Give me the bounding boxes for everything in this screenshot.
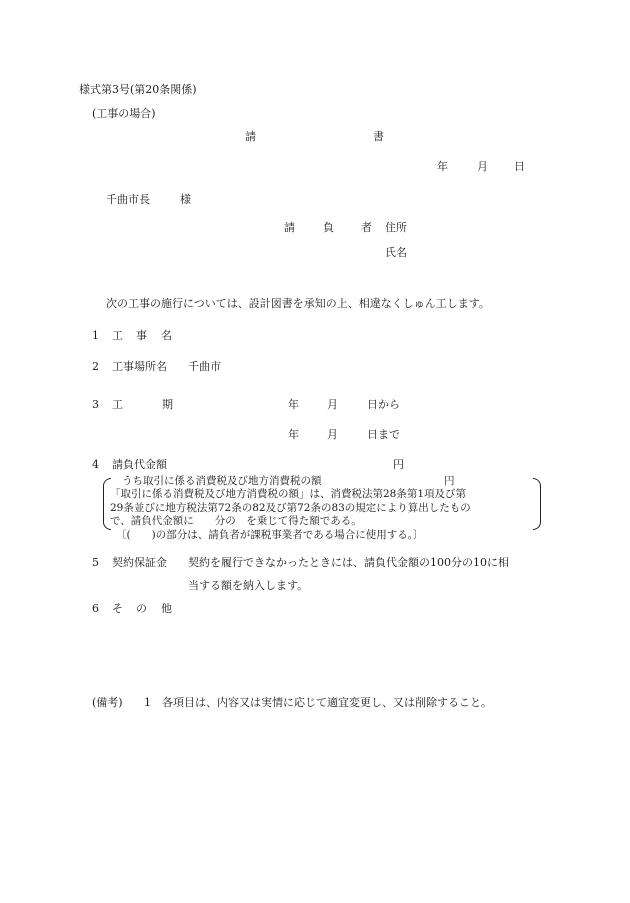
item5-line-1: 契約を履行できなかったときには、請負代金額の100分の10に相 [188,556,509,569]
item3-from-year: 年 [288,398,299,411]
date-year: 年 [437,160,448,173]
note-line-1: 「取引に係る消費税及び地方消費税の額」は、消費税法第28条第1項及び第 [110,488,467,500]
item3-to-month: 月 [327,428,338,441]
item6-label-char-3: 他 [161,602,172,615]
remarks-number: 1 [144,696,151,709]
name-label: 氏名 [385,246,407,259]
tax-unit: 円 [444,475,455,487]
title-left: 請 [245,130,256,143]
note-line-4: 〔( )の部分は、請負者が課税事業者である場合に使用する。〕 [116,529,424,541]
addressee: 千曲市長 [106,193,150,206]
item3-label-b: 期 [162,398,173,411]
note-right-brace [533,478,541,530]
item5-number: 5 [92,556,99,569]
date-day: 日 [514,160,525,173]
item3-label-a: 工 [112,398,123,411]
item3-from-month: 月 [327,398,338,411]
item2-label: 工事場所名 [112,360,167,373]
title-right: 書 [373,130,384,143]
contractor-label-2: 負 [323,221,334,234]
address-label: 住所 [385,221,407,234]
note-line-3: で、請負代金額に 分の を乗じて得た額である。 [110,515,362,527]
case-label: (工事の場合) [92,107,156,120]
item1-label-char-3: 名 [161,329,172,342]
note-line-2: 29条並びに地方税法第72条の82及び第72条の83の規定により算出したもの [110,502,471,514]
form-number: 様式第3号(第20条関係) [79,83,197,96]
item2-number: 2 [92,360,99,373]
item3-number: 3 [92,398,99,411]
item6-number: 6 [92,602,99,615]
tax-line: うち取引に係る消費税及び地方消費税の額 [122,475,322,487]
date-month: 月 [477,160,488,173]
item2-value: 千曲市 [188,360,221,373]
item6-label-char-1: そ [112,602,123,615]
contractor-label-3: 者 [361,221,372,234]
item4-unit: 円 [393,458,404,471]
item6-label-char-2: の [136,602,147,615]
item4-label: 請負代金額 [112,458,167,471]
item5-line-2: 当する額を納入します。 [188,579,309,592]
item1-label-char-1: 工 [112,329,123,342]
item5-label: 契約保証金 [112,556,167,569]
item1-label-char-2: 事 [136,329,147,342]
item4-number: 4 [92,458,99,471]
item3-to-year: 年 [288,428,299,441]
item3-to-day: 日まで [367,428,400,441]
remarks-text: 各項目は、内容又は実情に応じて適宜変更し、又は削除すること。 [162,696,492,709]
honorific: 様 [180,193,191,206]
intro-text: 次の工事の施行については、設計図書を承知の上、相違なくしゅん工します。 [106,297,490,310]
item1-number: 1 [92,329,99,342]
remarks-label: (備考) [92,696,123,709]
contractor-label-1: 請 [284,221,295,234]
item3-from-day: 日から [367,398,400,411]
